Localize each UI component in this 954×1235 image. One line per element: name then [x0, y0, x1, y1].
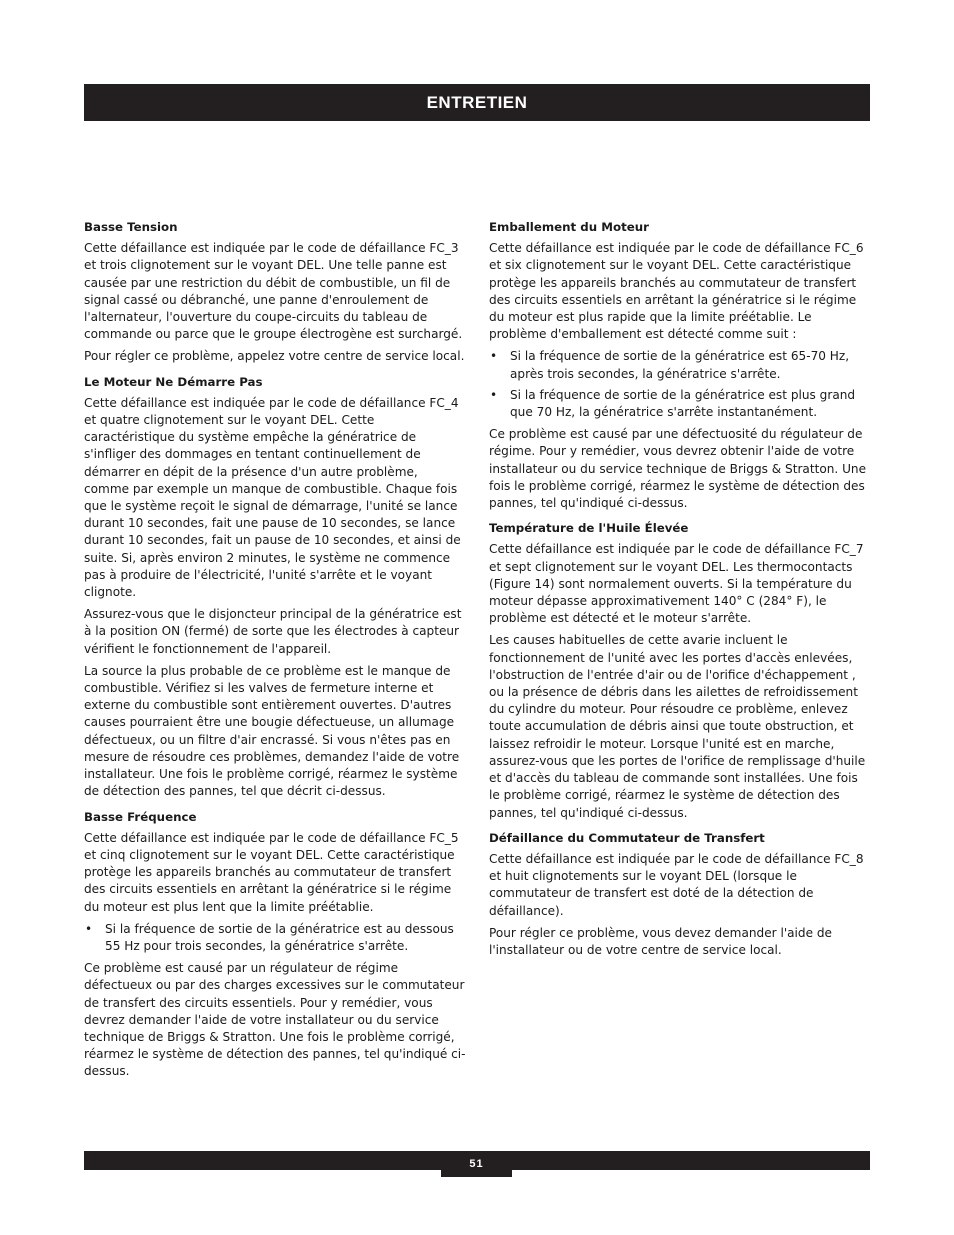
heading-basse-tension: Basse Tension	[84, 220, 178, 234]
bullet-text: Si la fréquence de sortie de la génératrice est plus grand que 70 Hz, la génératrice s'arrête instantanément.	[510, 387, 856, 420]
heading-emballement-moteur: Emballement du Moteur	[489, 220, 649, 234]
paragraph: Les causes habituelles de cette avarie incluent le fonctionnement de l'unité avec les portes d'accès enlevées, l'obstruction de l'entrée d'air ou de l'orifice d'échappement , ou la présence de débris dans les ailettes de refroidissement du cylindre du moteur. Pour résoudre ce problème, enlevez toute accumulation de débris ainsi que toute obstruction, et laissez refroidir le moteur. Lorsque l'unité est en marche, assurez-vous que les portes de l'orifice de remplissage d'huile et d'accès du tableau de commande sont installées. Une fois le problème corrigé, réarmez le système de détection des pannes, tel qu'indiqué ci-dessus.	[489, 633, 866, 820]
heading-basse-frequence: Basse Fréquence	[84, 809, 197, 824]
paragraph: Ce problème est causé par une défectuosité du régulateur de régime. Pour y remédier, vous devrez obtenir l'aide de votre installateur ou du service technique de Briggs & Stratton. Une fois le problème corrigé, réarmez le système de détection des pannes, tel qu'indiqué ci-dessus.	[489, 427, 867, 511]
bullet-icon: •	[85, 921, 93, 936]
bullet-list	[489, 348, 871, 421]
heading-temperature-huile: Température de l'Huile Élevée	[489, 521, 689, 536]
page-number-text: 51	[469, 1158, 484, 1170]
paragraph: La source la plus probable de ce problème est le manque de combustible. Vérifiez si les valves de fermeture interne et externe du combustible sont entièrement ouvertes. D'autres causes pourraient être une bougie défectueuse, un allumage défectueux, ou un filtre d'air encrassé. Si vous n'êtes pas en mesure de résoudre ces problèmes, demandez l'aide de votre installateur. Une fois le problème corrigé, réarmez le système de détection des pannes, tel que décrit ci-dessus.	[84, 663, 460, 799]
right-column	[489, 219, 871, 964]
section-header	[84, 84, 870, 121]
paragraph: Cette défaillance est indiquée par le code de défaillance FC_6 et six clignotement sur le voyant DEL. Cette caractéristique protège les appareils branchés au commutateur de transfert des circuits essentiels en arrêtant la génératrice si le régime du moteur est plus rapide que la limite préétablie. Le problème d'emballement est détecté comme suit :	[489, 241, 864, 342]
paragraph: Cette défaillance est indiquée par le code de défaillance FC_8 et huit clignotements sur le voyant DEL (lorsque le commutateur de transfert est doté de la détection de défaillance).	[489, 851, 864, 918]
heading-moteur-demarre-pas: Le Moteur Ne Démarre Pas	[84, 374, 263, 389]
paragraph: Cette défaillance est indiquée par le code de défaillance FC_5 et cinq clignotement sur le voyant DEL. Cette caractéristique protège les appareils branchés au commutateur de transfert des circuits essentiels en arrêtant la génératrice si le régime du moteur est plus lent que la limite préétablie.	[84, 830, 459, 914]
bullet-list	[84, 921, 466, 955]
paragraph: Cette défaillance est indiquée par le code de défaillance FC_3 et trois clignotement sur le voyant DEL. Une telle panne est causée par une restriction du débit de combustible, un fil de signal cassé ou débranché, une panne d'enroulement de l'alternateur, l'ouverture du coupe-circuits du tableau de commande ou parce que le groupe électrogène est surchargé.	[84, 241, 463, 342]
left-column	[84, 219, 466, 1086]
paragraph: Cette défaillance est indiquée par le code de défaillance FC_4 et quatre clignotement sur le voyant DEL. Cette caractéristique du système empêche la génératrice de s'infliger des dommages en tentant continuellement de démarrer en dépit de la présence d'un autre problème, comme par exemple un manque de combustible. Chaque fois que le système reçoit le signal de démarrage, l'unité se lance durant 10 secondes, fait une pause de 10 secondes, se lance durant 10 secondes, fait un pause de 10 secondes, et ainsi de suite. Si, après environ 2 minutes, le système ne commence pas à produire de l'électricité, l'unité s'arrête et le voyant clignote.	[84, 395, 461, 600]
paragraph: Pour régler ce problème, vous devez demander l'aide de l'installateur ou de votre centre de service local.	[489, 925, 833, 957]
list-item	[489, 348, 871, 382]
bullet-text: Si la fréquence de sortie de la génératrice est 65-70 Hz, après trois secondes, la génératrice s'arrête.	[510, 349, 850, 381]
heading-commutateur-transfert: Défaillance du Commutateur de Transfert	[489, 830, 765, 845]
bullet-icon: •	[490, 387, 498, 402]
paragraph: Pour régler ce problème, appelez votre centre de service local.	[84, 349, 465, 364]
bullet-icon: •	[490, 349, 498, 364]
section-title: ENTRETIEN	[426, 92, 528, 112]
bullet-text: Si la fréquence de sortie de la génératrice est au dessous 55 Hz pour trois secondes, la génératrice s'arrête.	[105, 921, 454, 953]
paragraph: Ce problème est causé par un régulateur de régime défectueux ou par des charges excessives sur le commutateur de transfert des circuits essentiels. Pour y remédier, vous devrez demander l'aide de votre installateur ou du service technique de Briggs & Stratton. Une fois le problème corrigé, réarmez le système de détection des pannes, tel qu'indiqué ci-dessus.	[84, 961, 466, 1079]
list-item	[489, 387, 871, 421]
page-number	[441, 1151, 512, 1177]
paragraph: Cette défaillance est indiquée par le code de défaillance FC_7 et sept clignotement sur le voyant DEL. Les thermocontacts (Figure 14) sont normalement ouverts. Si la température du moteur dépasse approximativement 140° C (284° F), le problème est détecté et le moteur s'arrête.	[489, 542, 864, 626]
paragraph: Assurez-vous que le disjoncteur principal de la génératrice est à la position ON (fermé) de sorte que les électrodes à capteur vérifient le fonctionnement de l'appareil.	[84, 607, 462, 656]
list-item	[84, 921, 466, 955]
